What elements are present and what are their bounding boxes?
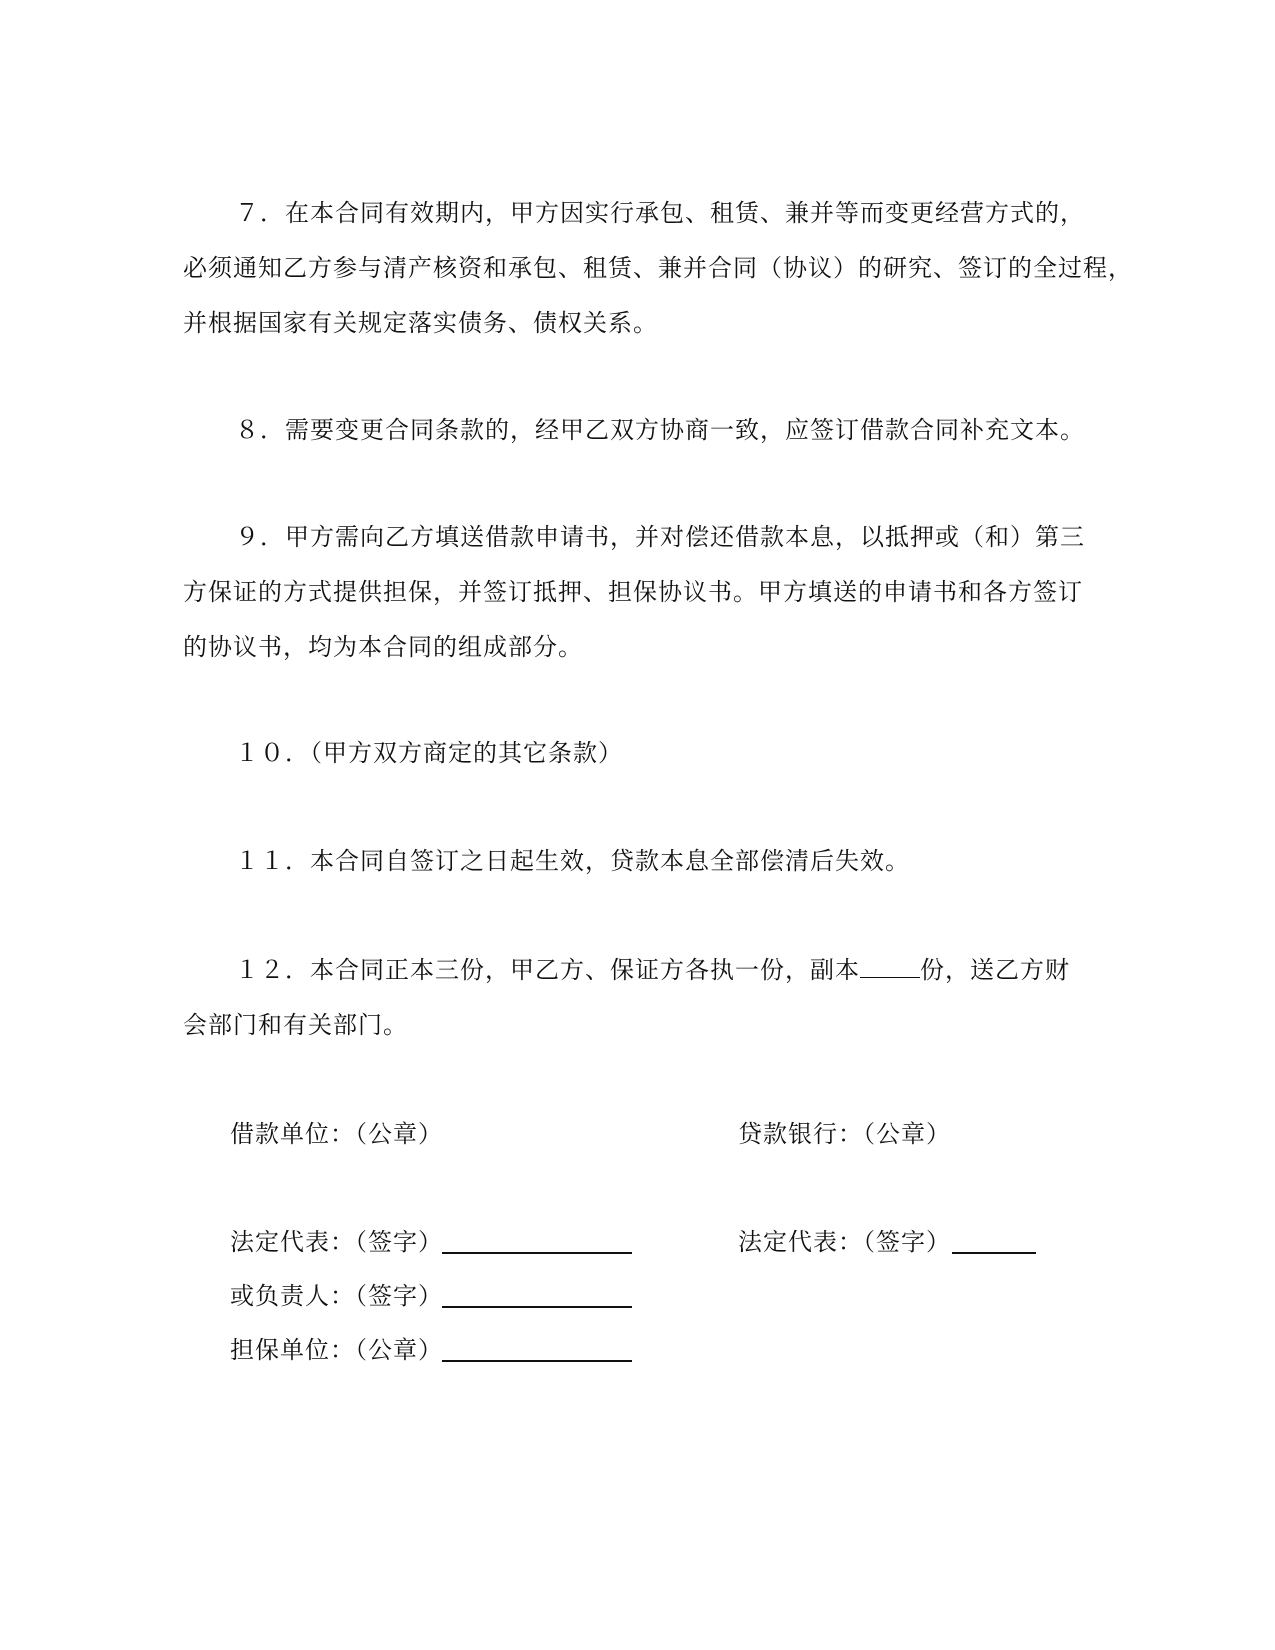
clause-9-line-3: 的协议书，均为本合同的组成部分。 [183, 633, 583, 661]
responsible-person-signature-line [442, 1306, 632, 1308]
guarantor-unit-label: 担保单位：（公章） [230, 1336, 443, 1364]
clause-12-line-2: 会部门和有关部门。 [183, 1011, 408, 1039]
borrower-unit-label: 借款单位：（公章） [230, 1120, 443, 1148]
clause-8-line-1: ８．需要变更合同条款的，经甲乙双方协商一致，应签订借款合同补充文本。 [235, 416, 1085, 444]
clause-8 [183, 403, 1083, 458]
legal-rep-right-signature-line [952, 1252, 1036, 1254]
responsible-person-label: 或负责人：（签字） [230, 1282, 443, 1310]
clause-9 [183, 510, 1083, 675]
clause-12-text-after-blank: 份，送乙方财 [920, 956, 1070, 984]
clause-7-line-1: ７．在本合同有效期内，甲方因实行承包、租赁、兼并等而变更经营方式的， [235, 199, 1085, 227]
clause-12 [183, 943, 1083, 1053]
legal-rep-right-label: 法定代表：（签字） [738, 1228, 951, 1256]
lender-bank-label: 贷款银行：（公章） [738, 1120, 951, 1148]
legal-rep-left-label: 法定代表：（签字） [230, 1228, 443, 1256]
clause-9-line-1: ９．甲方需向乙方填送借款申请书，并对偿还借款本息，以抵押或（和）第三 [235, 523, 1085, 551]
clause-11 [183, 834, 1083, 889]
clause-7-line-2: 必须通知乙方参与清产核资和承包、租赁、兼并合同（协议）的研究、签订的全过程， [183, 254, 1133, 282]
guarantor-unit-signature-line [442, 1360, 632, 1362]
clause-10-line-1: １０．（甲方双方商定的其它条款） [235, 739, 623, 767]
clause-10 [183, 726, 1083, 781]
clause-9-line-2: 方保证的方式提供担保，并签订抵押、担保协议书。甲方填送的申请书和各方签订 [183, 578, 1083, 606]
clause-11-line-1: １１．本合同自签订之日起生效，贷款本息全部偿清后失效。 [235, 847, 910, 875]
legal-rep-left-signature-line [442, 1252, 632, 1254]
clause-7-line-3: 并根据国家有关规定落实债务、债权关系。 [183, 309, 658, 337]
clause-12-line-1 [183, 943, 1083, 998]
clause-12-text-before-blank: １２．本合同正本三份，甲乙方、保证方各执一份，副本 [235, 956, 860, 984]
copies-count-blank [860, 955, 920, 978]
clause-7 [183, 186, 1133, 351]
